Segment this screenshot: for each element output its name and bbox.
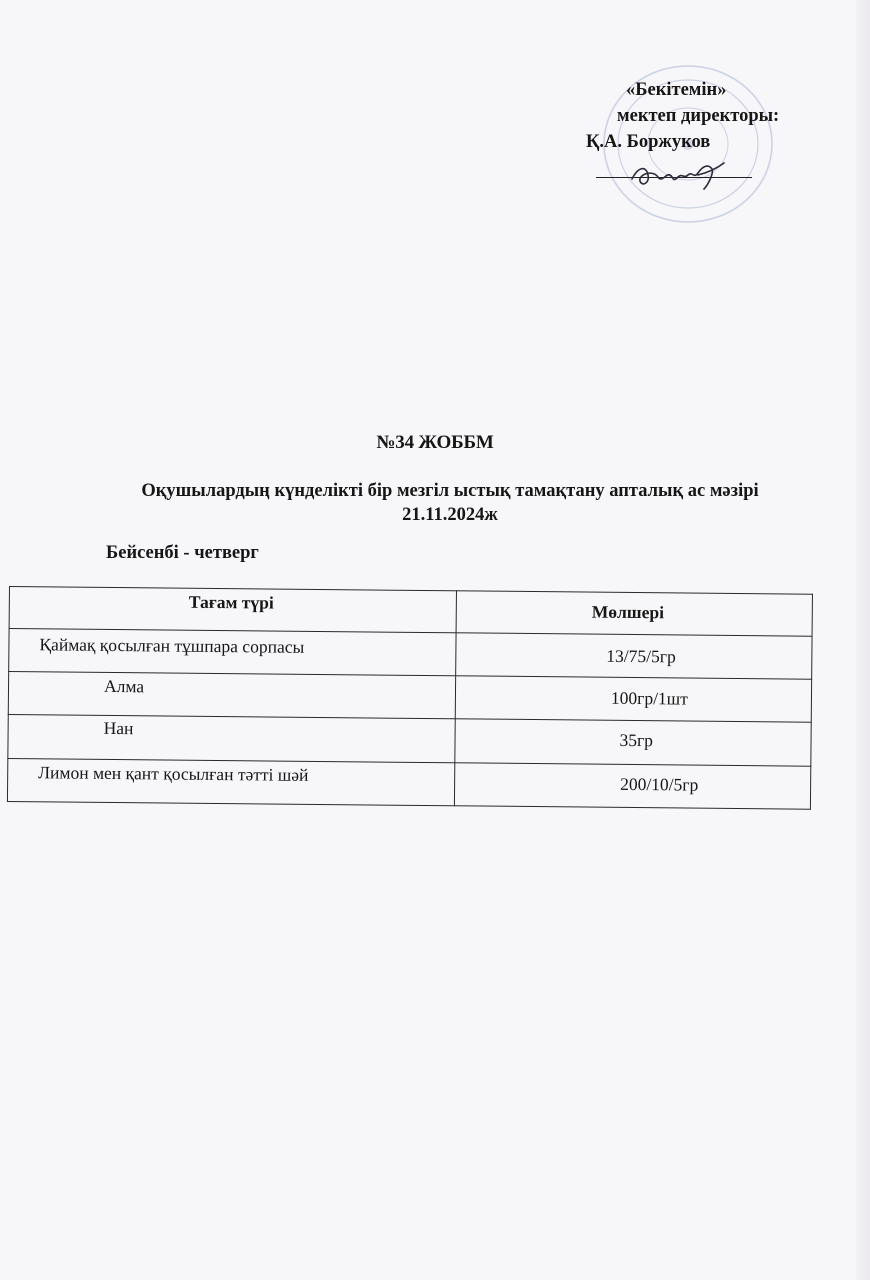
column-header-dish: Тағам түрі [188, 591, 274, 613]
table-row-dish: Алма [103, 675, 145, 697]
weekday-label: Бейсенбі - четверг [106, 543, 259, 563]
school-name: №34 ЖОББМ [376, 432, 494, 453]
signature-icon [628, 157, 728, 193]
table-row-amount: 200/10/5гр [620, 773, 699, 795]
approval-block [0, 0, 870, 240]
table-border-top [9, 586, 813, 595]
table-row-dish: Нан [103, 717, 134, 739]
director-name: Қ.А. Боржуков [586, 132, 711, 152]
menu-title: Оқушылардың күнделікті бір мезгіл ыстық тамақтану апталық ас мәзірі [141, 481, 759, 501]
director-position: мектеп директоры: [617, 106, 780, 126]
table-row-amount: 35гр [619, 729, 654, 751]
table-row-amount: 13/75/5гр [606, 645, 676, 667]
table-border-bottom [7, 801, 811, 810]
column-header-amount: Мөлшері [591, 601, 665, 623]
table-row-dish: Қаймақ қосылған тұшпара сорпасы [39, 634, 305, 657]
approve-label: «Бекітемін» [626, 80, 727, 100]
menu-date: 21.11.2024ж [402, 505, 498, 525]
table-border-left [7, 586, 10, 802]
table-row-dish: Лимон мен қант қосылған тәтті шәй [38, 762, 309, 785]
table-border-right [810, 594, 813, 810]
menu-table [7, 586, 813, 810]
table-column-divider [454, 590, 457, 806]
table-row-amount: 100гр/1шт [610, 687, 688, 709]
